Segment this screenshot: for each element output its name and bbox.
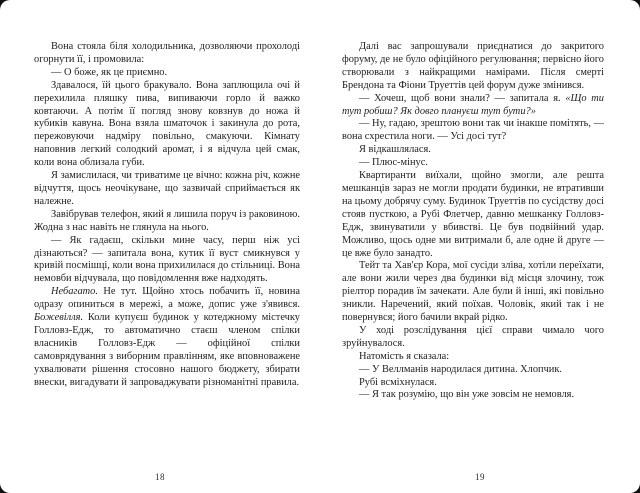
page-left-text (34, 41, 300, 453)
paragraph (342, 93, 604, 119)
paragraph (34, 80, 300, 170)
paragraph-text: — Плюс-мінус. (359, 157, 428, 169)
page-right-text (342, 41, 604, 453)
paragraph-text: У ході розслідування цієї справи чимало чого зруйнувалося. (342, 324, 604, 349)
paragraph (34, 67, 300, 80)
paragraph-text-italic: «Що ти тут робиш? Як довго плануєш тут бути?» (342, 92, 604, 117)
page-right (320, 0, 640, 493)
paragraph-text: Завібрував телефон, який я лишила поруч із раковиною. Жодна з нас навіть не глянула на нього. (34, 208, 300, 233)
paragraph (342, 351, 604, 364)
paragraph-text: Квартиранти виїхали, щойно змогли, але решта мешканців зараз не могли продати будинки, не втративши на цьому добрячу суму. Будинок Труеттів по сусідству досі стояв пусткою, а Рубі Флетчер, давню мешканку Голловз-Едж, звинуватили у вбивстві. Це був подвійний удар. Можливо, щось одне ми витримали б, але одне й друге — це вже було занадто. (342, 170, 604, 259)
paragraph-text-italic: Божевілля. (34, 312, 84, 324)
paragraph (342, 118, 604, 144)
paragraph-text: Рубі всміхнулася. (359, 376, 437, 388)
paragraph-text-italic: Небагато. (51, 286, 98, 298)
paragraph-text: — Я так розумію, що він уже зовсім не немовля. (359, 389, 575, 401)
paragraph (342, 389, 604, 402)
paragraph-text: — О боже, як це приємно. (51, 66, 168, 78)
paragraph-text: Не тут. Щойно хтось побачить її, новина одразу опиниться в мережі, а може, допис уже з'явився. (34, 286, 300, 311)
paragraph-text: — У Веллманів народилася дитина. Хлопчик. (359, 363, 563, 375)
paragraph-text: Вона стояла біля холодильника, дозволяючи прохолоді огорнути її, і промовила: (34, 41, 300, 65)
paragraph-text: Тейт та Хав'єр Кора, мої сусіди зліва, хотіли переїхати, але вони жили через два будинки від місця злочину, тож ріелтор порадив їм зачекати. Але були й інші, які повільно зникли. Наречений, який поїхав. Чоловік, який так і не повернувся; його бачили вкрай рідко. (342, 260, 604, 324)
page-right-number: 19 (475, 472, 485, 482)
paragraph (342, 157, 604, 170)
paragraph-text: Натомість я сказала: (359, 350, 450, 362)
paragraph (342, 377, 604, 390)
paragraph (34, 209, 300, 235)
paragraph-text: Я відкашлялася. (359, 144, 431, 156)
paragraph (342, 364, 604, 377)
paragraph (342, 41, 604, 93)
paragraph (342, 144, 604, 157)
paragraph-text: Я замислилася, чи триватиме це вічно: кожна річ, кожне відчуття, щось неочікуване, що зазвичай сприймається як належне. (34, 170, 300, 207)
paragraph (342, 325, 604, 351)
paragraph (342, 170, 604, 260)
paragraph (34, 286, 300, 389)
paragraph-text: Здавалося, їй цього бракувало. Вона заплющила очі й перехилила пляшку пива, випиваючи горло й важко ковтаючи. А потім її погляд знову ковзнув до ножа й кубиків кавуна. Вона взяла шматочок і закинула до рота, пережовуючи надміру повільно, смакуючи. Кімнату наповнив легкий солодкий аромат, і я відчула цей смак, коли вона облизала губи. (34, 79, 300, 169)
paragraph-text: — Хочеш, щоб вони знали? — запитала я. (359, 92, 566, 104)
paragraph-text: — Ну, гадаю, зрештою вони так чи інакше помітять, — вона схрестила ноги. — Усі досі тут? (342, 118, 604, 143)
paragraph (34, 235, 300, 287)
paragraph (34, 41, 300, 67)
paragraph (34, 170, 300, 209)
paragraph-text: Коли купуєш будинок у котеджному містечку Голловз-Едж, то автоматично стаєш членом спілки власників Голловз-Едж — офіційної спілки самоврядування з виборним правлінням, яке вповноважене ухвалювати рішення стосовно нашого бюджету, збирати внески, вигадувати й запроваджувати різноманітні правила. (34, 312, 300, 388)
page-left-number: 18 (155, 472, 165, 482)
paragraph-text: — Як гадаєш, скільки мине часу, перш ніж усі дізнаються? — запитала вона, кутик її вуст смикнувся у кривій посмішці, коли вона прихилилася до стільниці. Вона немовби відчувала, що повідомлення вже надходять. (34, 234, 300, 285)
paragraph-text: Далі вас запрошували приєднатися до закритого форуму, де не було офіційного регулювання; первісно його створювали з найкращими намірами. Після смерті Брендона та Фіони Труеттів цей форум дуже змінився. (342, 41, 604, 91)
paragraph (342, 260, 604, 325)
